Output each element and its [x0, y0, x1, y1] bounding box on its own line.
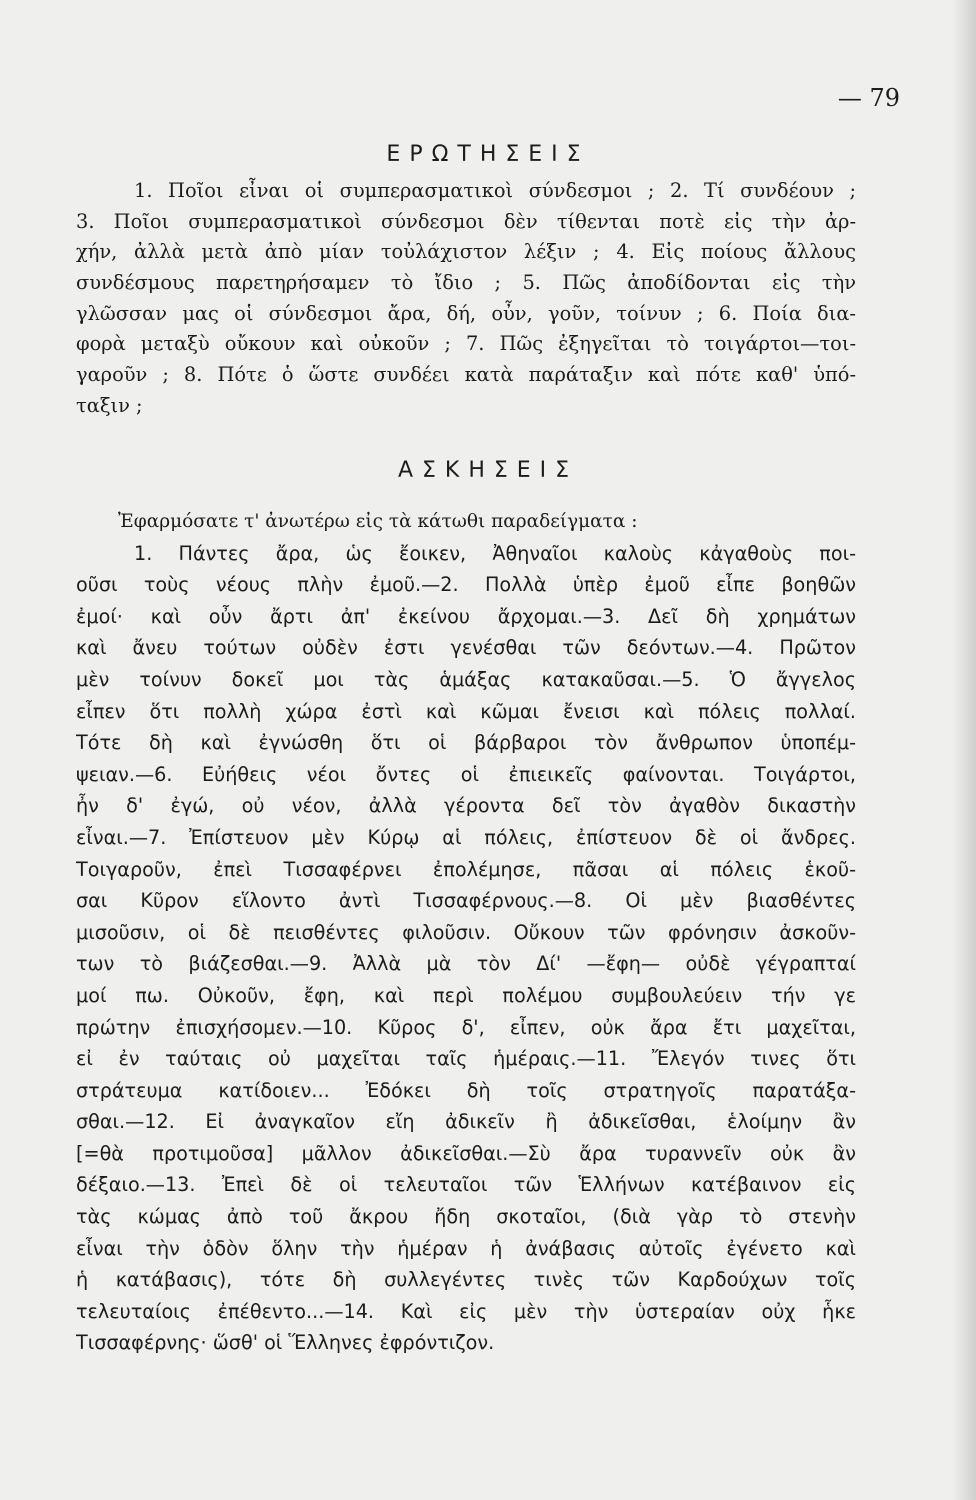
exercises-intro: Ἐφαρμόσατε τ' ἀνωτέρω εἰς τὰ κάτωθι παραδείγματα :	[118, 511, 638, 532]
text-line: ἦν δ' ἐγώ, οὐ νέον, ἀλλὰ γέροντα δεῖ τὸν ἀγαθὸν δικαστὴν	[76, 794, 856, 818]
text-line: 3. Ποῖοι συμπερασματικοὶ σύνδεσμοι δὲν τίθενται ποτὲ εἰς τὴν ἀρ-	[76, 209, 856, 233]
text-line: δέξαιο.—13. Ἐπεὶ δὲ οἱ τελευταῖοι τῶν Ἑλλήνων κατέβαινον εἰς	[76, 1173, 856, 1197]
text-line: συνδέσμους παρετηρήσαμεν τὸ ἴδιο ; 5. Πῶς ἀποδίδονται εἰς τὴν	[76, 271, 856, 295]
text-line: 1. Πάντες ἄρα, ὡς ἔοικεν, Ἀθηναῖοι καλοὺς κἀγαθοὺς ποι-	[134, 541, 856, 565]
exercises-heading: ΑΣΚΗΣΕΙΣ	[397, 458, 579, 483]
text-line: Τοιγαροῦν, ἐπεὶ Τισσαφέρνει ἐπολέμησε, πᾶσαι αἱ πόλεις ἑκοῦ-	[76, 857, 856, 881]
text-line: εἶναι τὴν ὁδὸν ὅλην τὴν ἡμέραν ἡ ἀνάβασις αὐτοῖς ἐγένετο καὶ	[76, 1236, 856, 1260]
questions-text	[76, 176, 856, 422]
page-edge-shadow	[952, 0, 976, 1500]
text-line: [=θὰ προτιμοῦσα] μᾶλλον ἀδικεῖσθαι.—Σὺ ἄρα τυραννεῖν οὐκ ἂν	[76, 1141, 856, 1165]
text-line: 1. Ποῖοι εἶναι οἱ συμπερασματικοὶ σύνδεσμοι ; 2. Τί συνδέουν ;	[134, 179, 856, 202]
text-line: των τὸ βιάζεσθαι.—9. Ἀλλὰ μὰ τὸν Δί' —ἔφη— οὐδὲ γέγραπταί	[76, 952, 856, 976]
text-line: σαι Κῦρον εἵλοντο ἀντὶ Τισσαφέρνους.—8. Οἱ μὲν βιασθέντες	[76, 889, 856, 913]
text-line: μοί πω. Οὐκοῦν, ἔφη, καὶ περὶ πολέμου συμβουλεύειν τήν γε	[76, 983, 856, 1007]
text-line: ἡ κατάβασις), τότε δὴ συλλεγέντες τινὲς τῶν Καρδούχων τοῖς	[76, 1268, 856, 1292]
page-number: — 79	[837, 84, 900, 112]
text-line: Τισσαφέρνης· ὥσθ' οἱ Ἕλληνες ἐφρόντιζον.	[76, 1331, 495, 1355]
text-line: ψειαν.—6. Εὐήθεις νέοι ὄντες οἱ ἐπιεικεῖς φαίνονται. Τοιγάρτοι,	[76, 762, 856, 786]
text-line: χήν, ἀλλὰ μετὰ ἀπὸ μίαν τοὐλάχιστον λέξιν ; 4. Εἰς ποίους ἄλλους	[76, 240, 856, 264]
text-line: καὶ ἄνευ τούτων οὐδὲν ἐστι γενέσθαι τῶν δεόντων.—4. Πρῶτον	[76, 636, 856, 660]
text-line: στράτευμα κατίδοιεν... Ἐδόκει δὴ τοῖς στρατηγοῖς παρατάξα-	[76, 1078, 856, 1102]
text-line: φορὰ μεταξὺ οὔκουν καὶ οὐκοῦν ; 7. Πῶς ἐξηγεῖται τὸ τοιγάρτοι—τοι-	[76, 332, 856, 356]
text-line: γλῶσσαν μας οἱ σύνδεσμοι ἄρα, δή, οὖν, γοῦν, τοίνυν ; 6. Ποία δια-	[76, 301, 856, 325]
text-line: οῦσι τοὺς νέους πλὴν ἐμοῦ.—2. Πολλὰ ὑπὲρ ἐμοῦ εἶπε βοηθῶν	[76, 573, 856, 597]
exercises-text	[76, 506, 856, 1359]
questions-heading: ΕΡΩΤΗΣΕΙΣ	[386, 142, 590, 167]
text-line: γαροῦν ; 8. Πότε ὁ ὥστε συνδέει κατὰ παράταξιν καὶ πότε καθ' ὑπό-	[76, 363, 856, 387]
text-line: τελευταίοις ἐπέθεντο...—14. Καὶ εἰς μὲν τὴν ὑστεραίαν οὐχ ἧκε	[76, 1299, 856, 1323]
text-line: τὰς κώμας ἀπὸ τοῦ ἄκρου ἤδη σκοταῖοι, (διὰ γὰρ τὸ στενὴν	[76, 1205, 856, 1229]
text-line: μισοῦσιν, οἱ δὲ πεισθέντες φιλοῦσιν. Οὔκουν τῶν φρόνησιν ἀσκοῦν-	[76, 920, 856, 944]
text-line: μὲν τοίνυν δοκεῖ μοι τὰς ἁμάξας κατακαῦσαι.—5. Ὁ ἄγγελος	[76, 667, 856, 691]
text-line: εἶναι.—7. Ἐπίστευον μὲν Κύρῳ αἱ πόλεις, ἐπίστευον δὲ οἱ ἄνδρες.	[76, 825, 856, 849]
text-line: Τότε δὴ καὶ ἐγνώσθη ὅτι οἱ βάρβαροι τὸν ἄνθρωπον ὑποπέμ-	[76, 731, 856, 755]
text-line: πρώτην ἐπισχήσομεν.—10. Κῦρος δ', εἶπεν, οὐκ ἄρα ἔτι μαχεῖται,	[76, 1015, 856, 1039]
text-line: εἰ ἐν ταύταις οὐ μαχεῖται ταῖς ἡμέραις.—11. Ἔλεγόν τινες ὅτι	[76, 1047, 856, 1071]
text-line: ἐμοί· καὶ οὖν ἄρτι ἀπ' ἐκείνου ἄρχομαι.—3. Δεῖ δὴ χρημάτων	[76, 604, 856, 628]
text-line: ταξιν ;	[76, 393, 143, 417]
text-line: σθαι.—12. Εἰ ἀναγκαῖον εἴη ἀδικεῖν ἢ ἀδικεῖσθαι, ἑλοίμην ἂν	[76, 1110, 856, 1134]
text-line: εἶπεν ὅτι πολλὴ χώρα ἐστὶ καὶ κῶμαι ἔνεισι καὶ πόλεις πολλαί.	[76, 699, 856, 723]
